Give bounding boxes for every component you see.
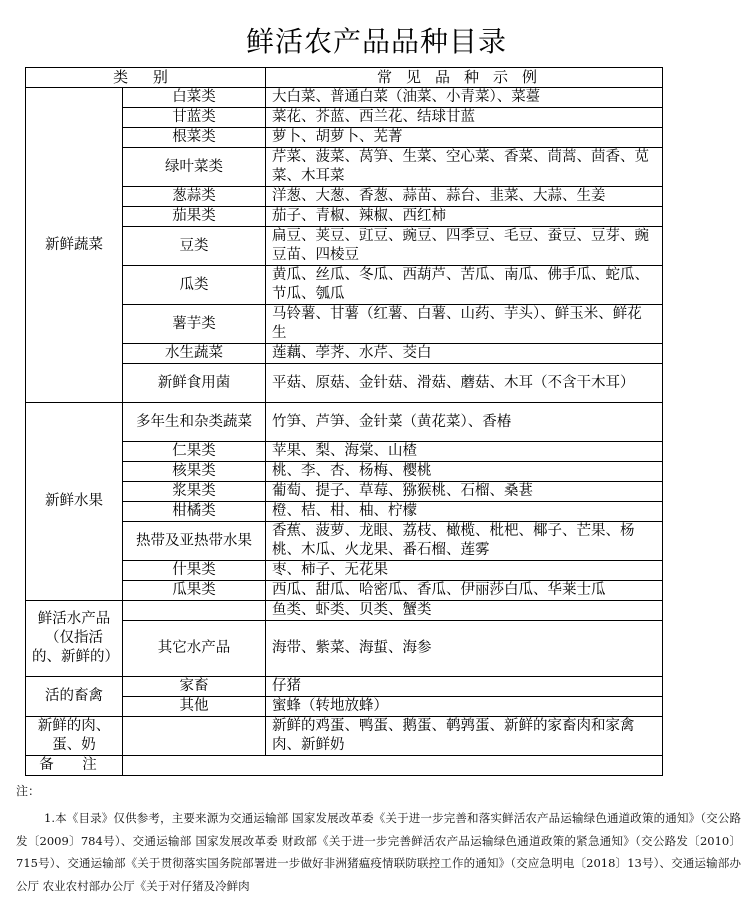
- table-header-row: [26, 68, 663, 88]
- subcategory-cell: 新鲜食用菌: [123, 364, 266, 403]
- header-examples: 常见品种示例: [266, 68, 663, 88]
- subcategory-cell: 葱蒜类: [123, 187, 266, 207]
- examples-cell: 芹菜、菠菜、莴笋、生菜、空心菜、香菜、茼蒿、茴香、苋菜、木耳菜: [266, 148, 663, 187]
- table-row: [26, 677, 663, 697]
- remarks-label: 备 注: [26, 756, 123, 776]
- examples-cell: 枣、柿子、无花果: [266, 561, 663, 581]
- subcategory-cell: 多年生和杂类蔬菜: [123, 403, 266, 442]
- table-row: [26, 403, 663, 442]
- subcategory-cell: 瓜果类: [123, 581, 266, 601]
- notes-heading: 注：: [16, 784, 41, 798]
- subcategory-cell: 核果类: [123, 462, 266, 482]
- subcategory-cell: 热带及亚热带水果: [123, 522, 266, 561]
- subcategory-cell: 其他: [123, 697, 266, 717]
- notes-body: 1.本《目录》仅供参考，主要来源为交通运输部 国家发展改革委《关于进一步完善和落实鲜活农产品运输绿色通道政策的通知》（交公路发〔2009〕784号）、交通运输部 国家发展改革委 财政部《关于进一步完善鲜活农产品运输绿色通道政策的紧急通知》（交公路发〔2010〕715号）、交通运输部《关于贯彻落实国务院部署进一步做好非洲猪瘟疫情联防联控工作的通知》（交应急明电〔2018〕13号）、交通运输部办公厅 农业农村部办公厅《关于对仔猪及冷鲜肉: [16, 811, 741, 893]
- subcategory-cell: 瓜类: [123, 266, 266, 305]
- examples-cell: 莲藕、荸荠、水芹、茭白: [266, 344, 663, 364]
- examples-cell: 茄子、青椒、辣椒、西红柿: [266, 207, 663, 227]
- examples-cell: 竹笋、芦笋、金针菜（黄花菜）、香椿: [266, 403, 663, 442]
- examples-cell: 萝卜、胡萝卜、芜菁: [266, 128, 663, 148]
- examples-cell: 鱼类、虾类、贝类、蟹类: [266, 601, 663, 621]
- product-catalog-table: [25, 67, 663, 776]
- examples-cell: 桃、李、杏、杨梅、樱桃: [266, 462, 663, 482]
- examples-cell: 西瓜、甜瓜、哈密瓜、香瓜、伊丽莎白瓜、华莱士瓜: [266, 581, 663, 601]
- subcategory-cell: 薯芋类: [123, 305, 266, 344]
- remarks-value: [123, 756, 663, 776]
- examples-cell: 香蕉、菠萝、龙眼、荔枝、橄榄、枇杷、椰子、芒果、杨桃、木瓜、火龙果、番石榴、莲雾: [266, 522, 663, 561]
- group-fruits: 新鲜水果: [26, 403, 123, 601]
- subcategory-cell: 柑橘类: [123, 502, 266, 522]
- subcategory-cell: 浆果类: [123, 482, 266, 502]
- examples-cell: 洋葱、大葱、香葱、蒜苗、蒜台、韭菜、大蒜、生姜: [266, 187, 663, 207]
- examples-cell: 马铃薯、甘薯（红薯、白薯、山药、芋头）、鲜玉米、鲜花生: [266, 305, 663, 344]
- examples-cell: 平菇、原菇、金针菇、滑菇、蘑菇、木耳（不含干木耳）: [266, 364, 663, 403]
- examples-cell: 黄瓜、丝瓜、冬瓜、西葫芦、苦瓜、南瓜、佛手瓜、蛇瓜、节瓜、瓠瓜: [266, 266, 663, 305]
- table-row: [26, 601, 663, 621]
- subcategory-cell: 其它水产品: [123, 621, 266, 677]
- subcategory-cell: [123, 601, 266, 621]
- page-title: 鲜活农产品品种目录: [245, 25, 507, 58]
- examples-cell: 仔猪: [266, 677, 663, 697]
- header-category: 类 别: [26, 68, 266, 88]
- table-row: [26, 717, 663, 756]
- subcategory-cell: 甘蓝类: [123, 108, 266, 128]
- subcategory-cell: 茄果类: [123, 207, 266, 227]
- examples-cell: 海带、紫菜、海蜇、海参: [266, 621, 663, 677]
- subcategory-cell: 家畜: [123, 677, 266, 697]
- subcategory-cell: 仁果类: [123, 442, 266, 462]
- subcategory-cell: 什果类: [123, 561, 266, 581]
- group-vegetables: 新鲜蔬菜: [26, 88, 123, 403]
- examples-cell: 大白菜、普通白菜（油菜、小青菜）、菜薹: [266, 88, 663, 108]
- examples-cell: 扁豆、荚豆、豇豆、豌豆、四季豆、毛豆、蚕豆、豆芽、豌豆苗、四棱豆: [266, 227, 663, 266]
- subcategory-cell: [123, 717, 266, 756]
- subcategory-cell: 豆类: [123, 227, 266, 266]
- group-fresh-meat: 新鲜的肉、蛋、奶: [26, 717, 123, 756]
- subcategory-cell: 绿叶菜类: [123, 148, 266, 187]
- subcategory-cell: 根菜类: [123, 128, 266, 148]
- subcategory-cell: 水生蔬菜: [123, 344, 266, 364]
- examples-cell: 菜花、芥蓝、西兰花、结球甘蓝: [266, 108, 663, 128]
- examples-cell: 苹果、梨、海棠、山楂: [266, 442, 663, 462]
- group-livestock: 活的畜禽: [26, 677, 123, 717]
- remarks-row: [26, 756, 663, 776]
- group-aquatic: 鲜活水产品（仅指活的、新鲜的）: [26, 601, 123, 677]
- table-row: [26, 88, 663, 108]
- notes-section: [16, 782, 741, 897]
- examples-cell: 葡萄、提子、草莓、猕猴桃、石榴、桑葚: [266, 482, 663, 502]
- examples-cell: 蜜蜂（转地放蜂）: [266, 697, 663, 717]
- examples-cell: 新鲜的鸡蛋、鸭蛋、鹅蛋、鹌鹑蛋、新鲜的家畜肉和家禽肉、新鲜奶: [266, 717, 663, 756]
- subcategory-cell: 白菜类: [123, 88, 266, 108]
- examples-cell: 橙、桔、柑、柚、柠檬: [266, 502, 663, 522]
